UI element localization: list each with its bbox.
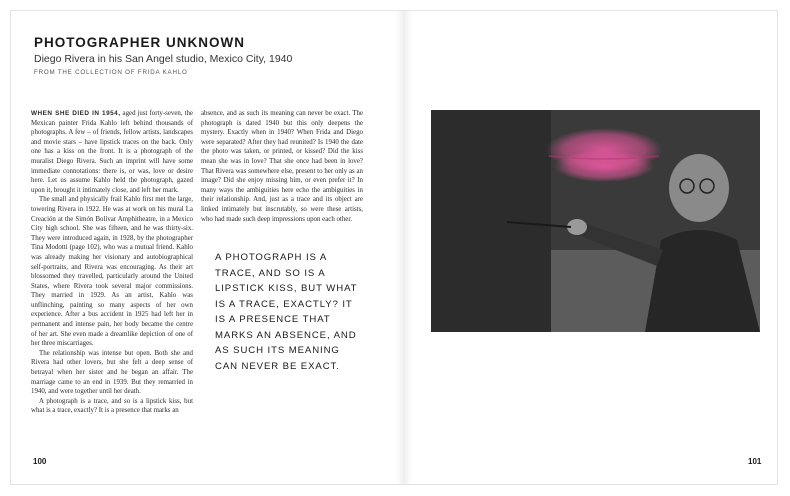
paragraph: WHEN SHE DIED IN 1954, aged just forty-seven, the Mexican painter Frida Kahlo left behind thousands of photographs. A few – of friends, fellow artists, landscapes and movie stars – have lipstick traces on the back. Only one has a kiss on the front. It is a photograph of the muralist Diego Rivera. Such an imprint will have some immediate connotations: there is, or was, love or desire here. Let us assume Kahlo held the photograph, gazed upon it, brought it intimately close, and left her mark. xyxy=(31,110,193,194)
photograph xyxy=(431,110,760,332)
page-title: PHOTOGRAPHER UNKNOWN xyxy=(34,35,246,50)
text-column-left xyxy=(31,109,193,416)
collection-credit: FROM THE COLLECTION OF FRIDA KAHLO xyxy=(34,69,188,76)
page-number-right: 101 xyxy=(748,457,762,466)
book-spread xyxy=(11,11,777,484)
paragraph: A photograph is a trace, and so is a lipstick kiss, but what is a trace, exactly? It is a presence that marks an xyxy=(31,397,193,415)
paragraph: The small and physically frail Kahlo first met the large, towering Rivera in 1922. He was at work on his mural La Creación at the Simón Bolívar Amphitheatre, in a Mexico City high school. She was fifteen, and he was thirty-six. They were introduced again, in 1928, by the photographer Tina Modotti (page 102), who was a mutual friend. Kahlo was already making her visionary and autobiographical self-portraits, and Rivera was encouraging. As their art blossomed they travelled, particularly around the United States, where Rivera took several major commissions. They married in 1929. As an artist, Kahlo was unflinching, painting so many aspects of her own experience. After a bus accident in 1925 had left her in permanent and intense pain, her body became the centre of her art. She even made a dreamlike depiction of one of her three miscarriages. xyxy=(31,196,193,348)
paragraph: The relationship was intense but open. Both she and Rivera had other lovers, but she felt a deep sense of betrayal when her sister and he began an affair. The marriage came to an end in 1939. But they remarried in 1940, and were together until her death. xyxy=(31,349,193,396)
pull-quote: A PHOTOGRAPH IS A TRACE, AND SO IS A LIPSTICK KISS, BUT WHAT IS A TRACE, EXACTLY? IT IS A PRESENCE THAT MARKS AN ABSENCE, AND AS SUCH ITS MEANING CAN NEVER BE EXACT. xyxy=(215,252,358,372)
page-gutter xyxy=(395,11,413,484)
page-number-left: 100 xyxy=(33,457,47,466)
lead-in: WHEN SHE DIED IN 1954, xyxy=(31,110,121,117)
text-column-middle xyxy=(201,109,363,224)
photograph-icon xyxy=(431,110,760,332)
paragraph: absence, and as such its meaning can never be exact. The photograph is dated 1940 but this only deepens the mystery. Exactly when in 1940? When Frida and Diego were separated? After they had reunited? Is 1940 the date the photo was taken, or printed, or kissed? Did the kiss mean she was in love? That she once had been in love? That Rivera was somewhere else, present to her only as an image? Did she enjoy missing him, or even prefer it? In many ways the ambiguities here echo the ambiguities in their relationship. And, just as a trace and its object are linked intimately but inscrutably, so were these artists, who had made such deep impressions upon each other. xyxy=(201,110,363,223)
lipstick-kiss-icon xyxy=(546,128,662,182)
photo-caption: Diego Rivera in his San Angel studio, Mexico City, 1940 xyxy=(34,53,293,65)
page-header xyxy=(34,35,292,76)
